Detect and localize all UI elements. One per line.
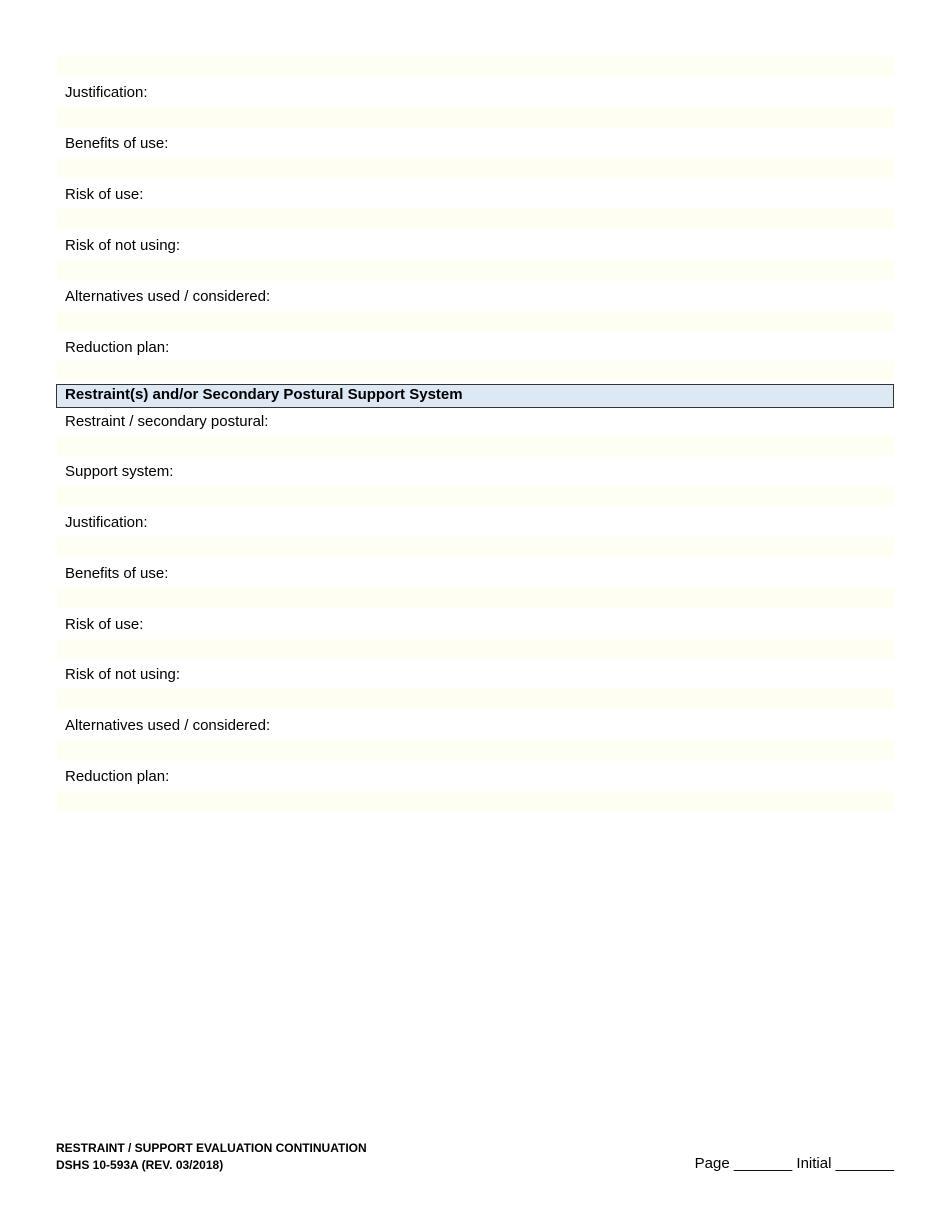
field-support-system[interactable] [57,486,894,506]
label-benefits-of-use-2: Benefits of use: [65,565,169,582]
label-risk-of-use-2: Risk of use: [65,616,144,633]
footer-page-initial: Page _______ Initial _______ [694,1155,894,1172]
label-alternatives-2: Alternatives used / considered: [65,717,271,734]
footer-form-title: RESTRAINT / SUPPORT EVALUATION CONTINUATION [56,1141,367,1155]
label-alternatives-1: Alternatives used / considered: [65,288,271,305]
section-header-restraints [56,384,894,408]
footer-form-number: DSHS 10-593A (REV. 03/2018) [56,1158,224,1172]
field-alternatives-1[interactable] [57,311,894,331]
field-benefits-of-use-2[interactable] [57,588,894,608]
field-reduction-plan-2[interactable] [57,791,894,811]
field-risk-of-not-using-1[interactable] [57,260,894,280]
label-justification-2: Justification: [65,514,148,531]
field-risk-of-use-1[interactable] [57,209,894,229]
label-support-system: Support system: [65,463,174,480]
label-restraint-secondary-postural: Restraint / secondary postural: [65,413,269,430]
field-risk-of-not-using-2[interactable] [57,689,894,709]
label-risk-of-not-using-1: Risk of not using: [65,237,181,254]
section-header-title: Restraint(s) and/or Secondary Postural Support System [65,386,463,403]
label-reduction-plan-1: Reduction plan: [65,339,170,356]
field-reduction-plan-1[interactable] [57,361,894,381]
label-justification-1: Justification: [65,84,148,101]
label-benefits-of-use-1: Benefits of use: [65,135,169,152]
label-risk-of-not-using-2: Risk of not using: [65,666,181,683]
field-justification-2[interactable] [57,537,894,557]
field-benefits-of-use-1[interactable] [57,158,894,178]
field-justification-1[interactable] [57,107,894,127]
field-alternatives-2[interactable] [57,740,894,760]
label-risk-of-use-1: Risk of use: [65,186,144,203]
label-reduction-plan-2: Reduction plan: [65,768,170,785]
field-prev-entry[interactable] [57,56,894,76]
field-risk-of-use-2[interactable] [57,639,894,659]
field-restraint-secondary-postural[interactable] [57,436,894,456]
